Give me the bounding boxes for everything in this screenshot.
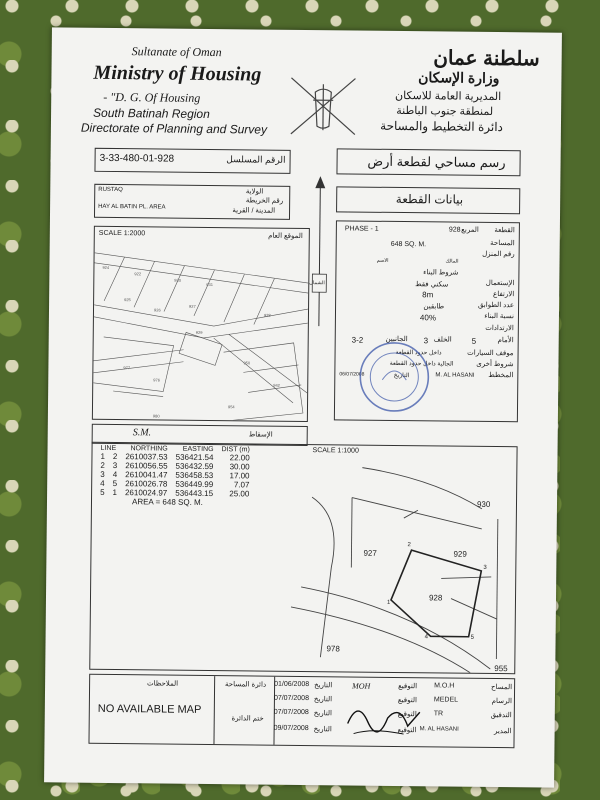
no-map-text: NO AVAILABLE MAP [97, 702, 202, 716]
other-label: شروط أخرى [476, 360, 514, 369]
approval-date: 07/07/2008 [273, 708, 309, 717]
plot-data-title: بيانات القطعة [395, 191, 464, 207]
remarks-cell [89, 675, 215, 744]
svg-text:929: 929 [195, 329, 203, 335]
directorate-ar: دائرة التخطيط والمساحة [380, 118, 504, 135]
approval-sign-label: التوقيع [397, 727, 417, 735]
survey-sheet [44, 27, 562, 787]
approval-sign-label: التوقيع [397, 711, 417, 719]
area-total: AREA = 648 SQ. M. [131, 497, 203, 507]
sm-label-ar: الإسقاط [248, 431, 273, 439]
setbacks-label: الارتدادات [485, 324, 514, 333]
label-927: 927 [363, 548, 377, 558]
approval-role-en: M.O.H [434, 682, 455, 690]
plan-title: رسم مساحي لقطعة أرض [367, 153, 506, 171]
detail-box [89, 442, 517, 674]
cell: 536458.53 [175, 470, 214, 481]
cell: 5 [100, 487, 105, 497]
map-no-label: رقم الخريطة [245, 197, 284, 205]
remarks-label: الملاحظات [146, 680, 179, 688]
approval-role-ar: المساح [491, 683, 513, 692]
vertex-5: 5 [470, 634, 474, 641]
survey-circle-label: دائرة المساحة [224, 681, 267, 689]
detail-drawing [290, 457, 516, 673]
svg-text:922: 922 [134, 271, 142, 277]
general-map-label: الموقع العام [268, 232, 303, 240]
cell: 536432.59 [175, 461, 214, 472]
sides-value: 3-2 [351, 335, 364, 345]
cell: 2610041.47 [125, 470, 168, 480]
planner-name: M. AL HASANI [435, 372, 475, 379]
cell: 3 [112, 461, 118, 471]
survey-circle-cell [213, 676, 275, 745]
general-map-scale: SCALE 1:2000 [98, 229, 146, 238]
parking-value: داخل حدود القطعة [395, 349, 442, 357]
cell: 5 [112, 479, 118, 489]
label-929: 929 [453, 549, 467, 559]
directorate-en: Directorate of Planning and Survey [80, 120, 268, 137]
approval-row [274, 680, 514, 692]
back-label: الخلف [433, 336, 452, 344]
plot-data-box [334, 220, 520, 422]
parking-label: موقف السيارات [467, 349, 514, 358]
ministry-ar: وزارة الإسكان [418, 69, 500, 87]
phase-value: PHASE - 1 [344, 225, 379, 233]
cell: 4 [100, 478, 105, 488]
area-value: HAY AL BATIN PL. AREA [98, 203, 166, 211]
col-northing: NORTHING [130, 445, 168, 453]
cell: 2610037.53 [125, 452, 168, 462]
ratio-value: 40% [419, 313, 437, 323]
planner-date-label: التاريخ [393, 372, 410, 380]
svg-text:924: 924 [102, 264, 110, 270]
vertex-3: 3 [483, 564, 487, 571]
oman-emblem-icon [283, 70, 364, 143]
location-box [94, 184, 290, 220]
approval-sign-label: التوقيع [397, 697, 417, 705]
front-label: الأمام [497, 337, 514, 345]
detail-scale: SCALE 1:1000 [312, 447, 359, 455]
cell: 2610056.55 [125, 461, 168, 471]
svg-text:927: 927 [189, 303, 196, 309]
serial-label: الرقم المسلسل [226, 154, 286, 165]
general-map-box [92, 226, 310, 422]
approval-table [273, 677, 514, 748]
floors-value: طابقين [423, 303, 445, 311]
wilaya-value: RUSTAQ [98, 186, 123, 194]
approval-role-ar: التدقيق [490, 711, 512, 720]
sides-label: الجانبين [385, 335, 408, 344]
vertex-1: 1 [386, 599, 391, 606]
plot-no-label: القطعة [494, 226, 515, 235]
svg-text:926: 926 [153, 307, 161, 313]
other-value: الجالية داخل حدود القطعة [389, 360, 454, 368]
svg-text:950: 950 [243, 360, 251, 366]
building-conditions-label: شروط البناء [423, 269, 459, 277]
label-930: 930 [476, 499, 491, 509]
svg-text:931: 931 [206, 281, 213, 288]
height-label: الارتفاع [493, 290, 515, 299]
cell: 1 [112, 488, 118, 498]
approval-sign-label: التوقيع [398, 683, 418, 691]
serial-number: 3-33-480-01-928 [99, 152, 175, 165]
col-easting: EASTING [182, 445, 214, 454]
dg-ar: المديرية العامة للاسكان [394, 89, 502, 104]
approval-date-label: التاريخ [313, 726, 332, 734]
square-label: المربع [461, 226, 479, 234]
floors-label: عدد الطوابق [477, 301, 515, 310]
svg-text:954: 954 [227, 404, 235, 410]
approval-signature: MOH [352, 681, 371, 691]
ministry-en: Ministry of Housing [93, 61, 262, 86]
label-978: 978 [326, 644, 340, 654]
cell: 2610024.97 [124, 488, 168, 498]
owner-label: المالك [445, 258, 459, 265]
vertex-4: 4 [424, 634, 428, 641]
cell: 30.00 [229, 462, 250, 472]
coordinates-table [96, 445, 254, 508]
north-arrow-icon [307, 176, 333, 336]
cell: 536449.99 [175, 479, 214, 490]
footer-box [88, 674, 515, 748]
north-label: الشمال [309, 280, 325, 287]
ratio-label: نسبة البناء [484, 312, 514, 321]
cell: 7.07 [233, 480, 250, 490]
serial-box [94, 148, 290, 174]
cell: 536421.54 [175, 452, 214, 463]
approval-role-ar: الرسام [491, 697, 512, 706]
front-value: 5 [471, 336, 477, 346]
sm-label: S.M. [132, 427, 152, 439]
height-value: 8m [422, 290, 434, 300]
cell: 17.00 [229, 471, 250, 481]
house-no-label: رقم المنزل [482, 250, 515, 259]
cell: 2 [112, 452, 118, 462]
vertex-2: 2 [407, 542, 411, 549]
dg-en: - "D. G. Of Housing [103, 89, 201, 105]
col-line: LINE [100, 444, 117, 453]
use-label: الإستعمال [485, 279, 515, 288]
svg-text:980: 980 [152, 413, 160, 419]
area-label: المدينة / القرية [232, 207, 276, 215]
svg-text:977: 977 [123, 365, 131, 371]
cell: 3 [100, 469, 105, 479]
stamp-label: ختم الدائرة [231, 715, 264, 723]
approval-role-en: TR [433, 710, 444, 718]
sultanate-ar: سلطنة عمان [433, 47, 540, 71]
cell: 22.00 [229, 453, 250, 463]
approval-date-label: التاريخ [314, 682, 333, 690]
planner-label: المخطط [488, 371, 514, 380]
plot-no-value: 928 [448, 226, 461, 234]
handwritten-signature-icon [344, 693, 424, 738]
official-stamp-icon [357, 340, 432, 415]
approval-date: 09/07/2008 [273, 724, 309, 733]
svg-text:930: 930 [174, 277, 182, 283]
svg-text:976: 976 [153, 377, 160, 383]
plan-title-box [336, 148, 520, 176]
approval-date-label: التاريخ [313, 710, 333, 718]
approval-role-en: M. AL HASANI [419, 726, 459, 733]
general-map-drawing [93, 241, 309, 421]
area-label-plot: المساحة [490, 239, 515, 248]
region-ar: لمنطقة جنوب الباطنة [396, 104, 494, 118]
label-955: 955 [494, 664, 508, 674]
cell: 25.00 [229, 489, 250, 499]
svg-text:942: 942 [273, 382, 280, 388]
planner-date: 06/07/2008 [339, 371, 365, 378]
svg-text:938: 938 [263, 312, 271, 318]
approval-date: 07/07/2008 [273, 694, 310, 703]
cell: 2 [100, 460, 105, 470]
sultanate-en: Sultanate of Oman [131, 44, 222, 60]
approval-role-ar: المدير [493, 728, 512, 736]
cell: 536443.15 [175, 488, 214, 499]
region-en: South Batinah Region [93, 105, 210, 122]
wilaya-label: الولاية [245, 188, 264, 196]
col-dist: DIST (m) [221, 446, 250, 454]
svg-text:925: 925 [124, 297, 131, 303]
cell: 1 [100, 451, 105, 461]
plot-data-title-box [336, 186, 520, 214]
area-value-plot: 648 SQ. M. [390, 240, 427, 249]
label-928: 928 [428, 593, 443, 603]
approval-date: 01/06/2008 [274, 680, 310, 689]
approval-date-label: التاريخ [313, 696, 333, 704]
cell: 4 [112, 470, 118, 480]
back-value: 3 [423, 336, 429, 346]
name-label: الاسم [376, 257, 389, 264]
use-value: سكني فقط [415, 281, 449, 289]
cell: 2610026.78 [125, 479, 168, 489]
approval-role-en: MEDEL [433, 696, 459, 704]
